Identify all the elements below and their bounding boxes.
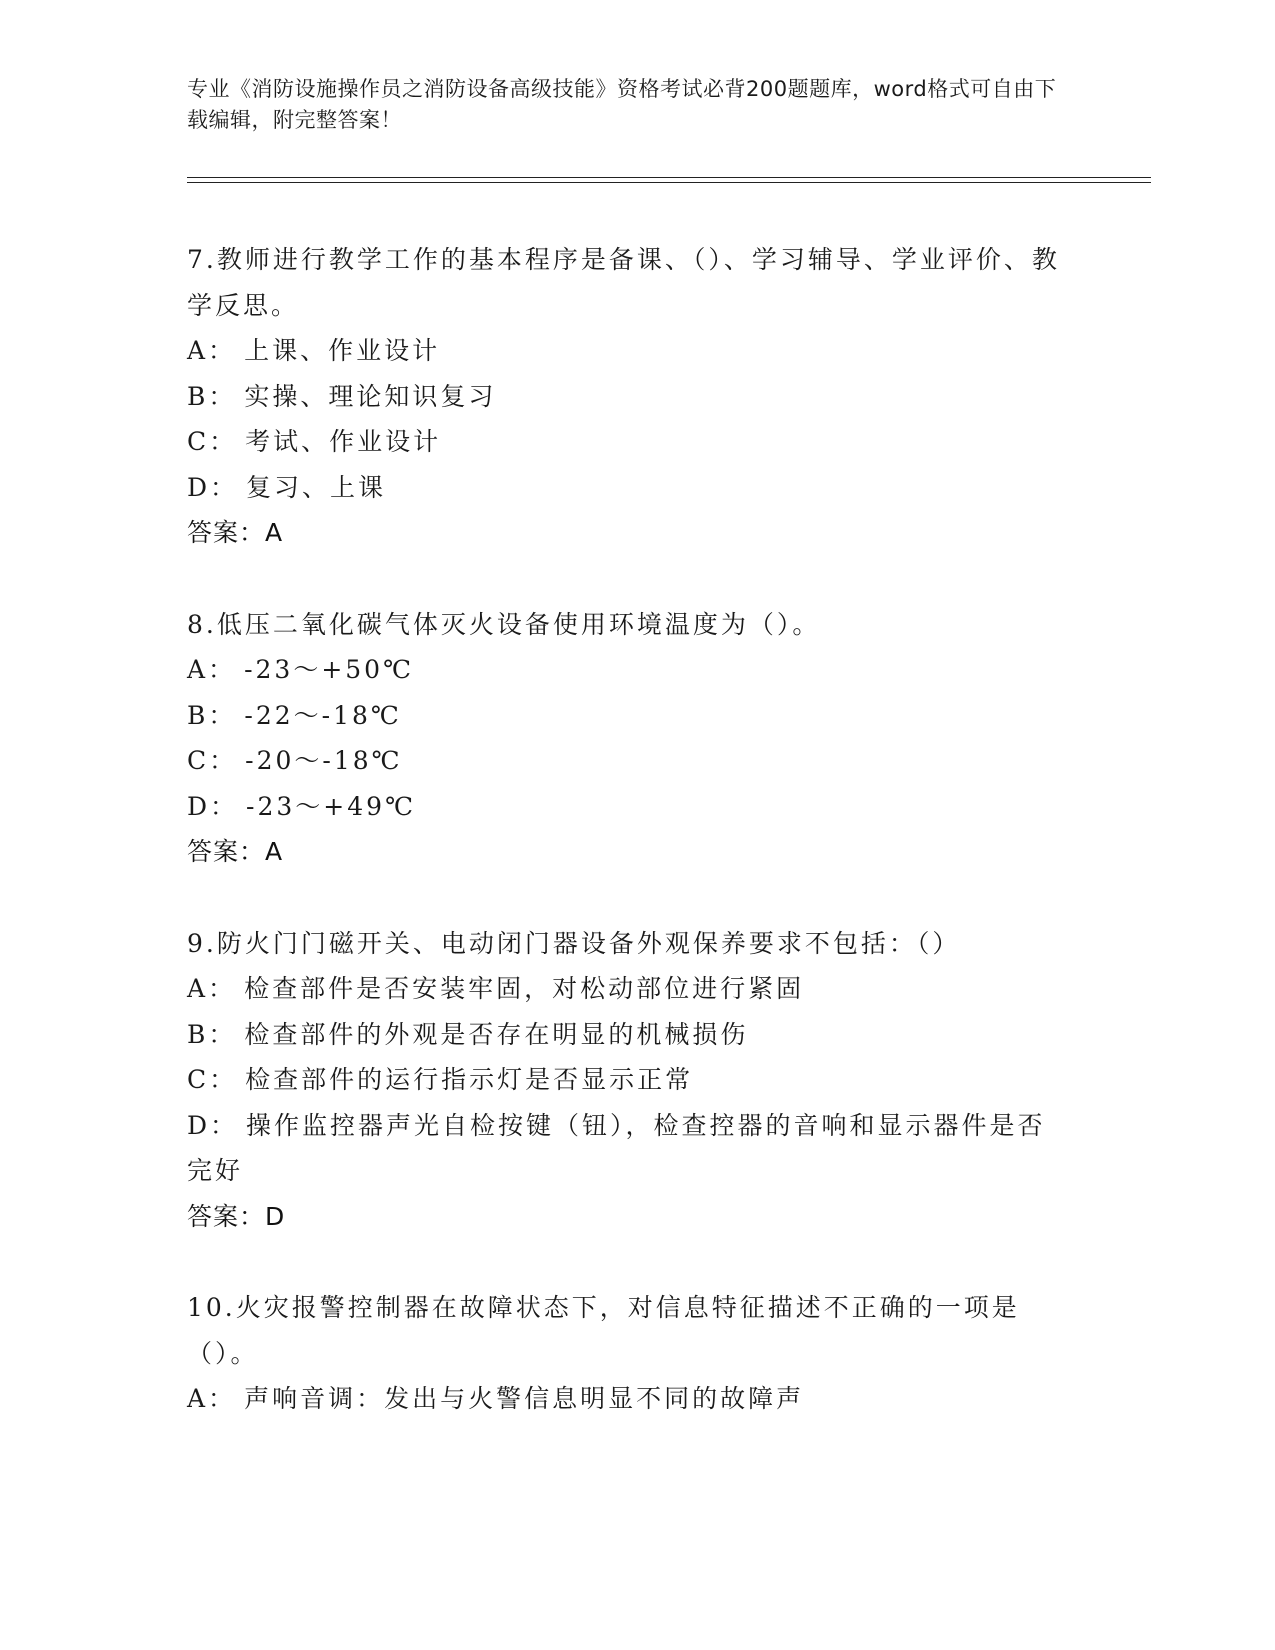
- option-text: -23～+49℃: [246, 791, 417, 821]
- question-9: [187, 921, 1067, 1240]
- option-a: [187, 647, 1067, 693]
- option-text: 声响音调：发出与火警信息明显不同的故障声: [244, 1384, 805, 1413]
- question-stem: 7.教师进行教学工作的基本程序是备课、（）、学习辅导、学业评价、教学反思。: [187, 245, 1060, 320]
- option-text: 检查部件是否安装牢固，对松动部位进行紧固: [244, 974, 805, 1003]
- option-key: A：: [187, 974, 237, 1003]
- option-text: -22～-18℃: [244, 700, 402, 730]
- option-a: [187, 328, 1067, 374]
- option-key: C：: [187, 746, 238, 775]
- option-key: C：: [187, 1065, 238, 1094]
- option-b: [187, 1012, 1067, 1058]
- option-text: 操作监控器声光自检按键（钮），检查控器的音响和显示器件是否完好: [187, 1110, 1046, 1185]
- option-key: A：: [187, 655, 237, 684]
- option-text: -23～+50℃: [244, 655, 415, 684]
- option-text: 上课、作业设计: [244, 336, 441, 365]
- option-key: D：: [187, 472, 239, 502]
- option-key: B：: [187, 700, 237, 730]
- question-10: [187, 1285, 1067, 1422]
- question-list: [187, 237, 1067, 1468]
- option-c: [187, 1057, 1067, 1103]
- option-d: [187, 784, 1067, 830]
- answer-line: 答案：D: [187, 1201, 286, 1231]
- option-b: [187, 693, 1067, 739]
- question-stem: 9.防火门门磁开关、电动闭门器设备外观保养要求不包括：（）: [187, 928, 961, 958]
- option-a: [187, 966, 1067, 1012]
- document-header: [187, 74, 1067, 136]
- option-text: -20～-18℃: [245, 746, 403, 775]
- option-text: 检查部件的运行指示灯是否显示正常: [245, 1065, 694, 1094]
- question-stem: 10.火灾报警控制器在故障状态下，对信息特征描述不正确的一项是（）。: [187, 1293, 1020, 1368]
- option-text: 检查部件的外观是否存在明显的机械损伤: [244, 1019, 749, 1049]
- option-text: 考试、作业设计: [245, 427, 442, 456]
- question-stem: 8.低压二氧化碳气体灭火设备使用环境温度为（）。: [187, 609, 821, 639]
- question-7: [187, 237, 1067, 556]
- option-key: C：: [187, 427, 238, 456]
- header-divider-bottom: [187, 182, 1151, 183]
- option-key: A：: [187, 1384, 237, 1413]
- option-text: 实操、理论知识复习: [244, 381, 497, 411]
- option-c: [187, 419, 1067, 465]
- answer-line: 答案：A: [187, 837, 284, 866]
- option-text: 复习、上课: [246, 472, 387, 502]
- option-b: [187, 374, 1067, 420]
- answer-line: 答案：A: [187, 518, 284, 547]
- header-text: 专业《消防设施操作员之消防设备高级技能》资格考试必背200题题库，word格式可自由下载编辑，附完整答案！: [187, 77, 1057, 132]
- option-a: [187, 1376, 1067, 1422]
- option-c: [187, 738, 1067, 784]
- option-key: D：: [187, 1110, 239, 1140]
- option-d: [187, 1103, 1067, 1194]
- option-key: A：: [187, 336, 237, 365]
- question-8: [187, 602, 1067, 875]
- option-key: B：: [187, 1019, 237, 1049]
- header-divider-top: [187, 177, 1151, 178]
- option-d: [187, 465, 1067, 511]
- option-key: D：: [187, 791, 239, 821]
- option-key: B：: [187, 381, 237, 411]
